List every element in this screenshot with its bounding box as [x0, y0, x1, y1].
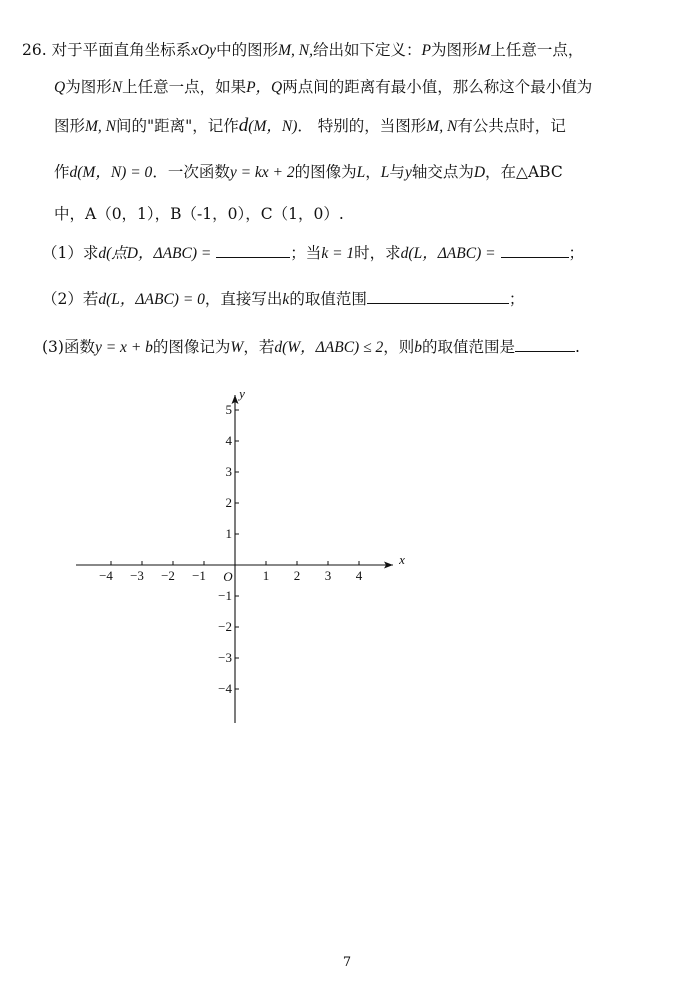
text: 中的图形 [216, 41, 279, 59]
math-expression: y = x + b [94, 339, 153, 356]
text: y [404, 164, 412, 181]
x-tick-label: −2 [161, 568, 175, 583]
x-tick-label: 3 [324, 568, 332, 583]
y-axis-label: y [239, 386, 245, 401]
text: 图形 [54, 117, 86, 135]
text: 作 [54, 163, 70, 181]
text: 两点间的距离有最小值，那么称这个最小值为 [282, 78, 593, 96]
text: ； [568, 244, 585, 262]
text: 的图像记为 [152, 338, 231, 356]
text: ．一次函数 [152, 163, 230, 181]
text: 给出如下定义： [312, 41, 422, 59]
y-tick-label: 1 [225, 526, 232, 541]
text: L [356, 164, 366, 181]
text: 上任意一点， [490, 41, 584, 59]
text: d [238, 115, 249, 136]
text: 轴交点为 [411, 163, 474, 181]
text: 时，求 [354, 244, 401, 262]
y-tick-label: −2 [218, 619, 232, 634]
x-tick-label: −3 [130, 568, 144, 583]
axes-labels [99, 386, 405, 696]
text: M, N [426, 118, 458, 135]
text: ，在△ABC [485, 163, 563, 181]
y-tick-label: −1 [218, 588, 232, 603]
text: M, N, [278, 42, 313, 59]
text: 的取值范围 [289, 290, 367, 308]
math-expression: d(M，N) = 0 [69, 164, 153, 181]
text: W [230, 339, 244, 356]
x-tick-label: 1 [262, 568, 270, 583]
y-tick-label: 3 [225, 464, 232, 479]
x-tick-label: −4 [99, 568, 113, 583]
math-expression: d(点D，ΔABC) = [98, 245, 212, 262]
part-label: （1）求 [42, 244, 99, 262]
text: 对于平面直角坐标系 [51, 41, 192, 59]
text: ，直接写出 [204, 290, 283, 308]
math-expression: d(L，ΔABC) = 0 [98, 291, 205, 308]
part-label: (3)函数 [42, 338, 95, 356]
text: 的取值范围是 [422, 338, 516, 356]
math-expression: d(L，ΔABC) = [400, 245, 496, 262]
text: 与 [389, 163, 405, 181]
text: ，则 [383, 338, 415, 356]
math-expression: y = kx + 2 [229, 164, 295, 181]
y-tick-label: −3 [218, 650, 232, 665]
x-tick-label: −1 [192, 568, 206, 583]
x-axis-label: x [399, 552, 405, 567]
text: N [111, 79, 123, 96]
text: ，若 [243, 338, 275, 356]
axes-lines [76, 395, 393, 723]
page-number: 7 [342, 955, 352, 970]
text: b [414, 339, 422, 356]
math-expression: k = 1 [321, 245, 355, 262]
text: 中，A（0，1），B（-1，0），C（1，0）. [54, 205, 344, 223]
text: P，Q [246, 79, 283, 96]
math-expression: d(W，ΔABC) ≤ 2 [274, 339, 384, 356]
y-tick-label: 2 [225, 495, 232, 510]
text: 为图形 [65, 78, 112, 96]
origin-label: O [223, 569, 233, 584]
text: M, N [85, 118, 117, 135]
text: M [477, 42, 491, 59]
y-tick-label: 4 [225, 433, 232, 448]
text: 为图形 [430, 41, 478, 59]
part-label: （2）若 [42, 290, 99, 308]
text: L [380, 164, 390, 181]
text: . [575, 338, 580, 356]
text: ， [365, 163, 381, 181]
text: ； [508, 290, 525, 308]
text: 上任意一点，如果 [122, 78, 247, 96]
x-tick-label: 4 [355, 568, 363, 583]
text: ． 特别的，当图形 [297, 117, 427, 135]
text: P [421, 42, 431, 59]
text: 有公共点时，记 [457, 117, 566, 135]
y-tick-label: 5 [225, 402, 232, 417]
problem-number: 26. [22, 41, 47, 59]
text: 的图像为 [294, 163, 357, 181]
y-tick-label: −4 [218, 681, 232, 696]
text: (M，N) [248, 118, 298, 135]
text: D [473, 164, 486, 181]
text: 间的"距离"，记作 [116, 117, 239, 135]
text: xOy [191, 42, 217, 59]
text: Q [54, 79, 66, 96]
text: k [282, 291, 290, 308]
x-tick-label: 2 [293, 568, 301, 583]
text: ；当 [290, 244, 322, 262]
